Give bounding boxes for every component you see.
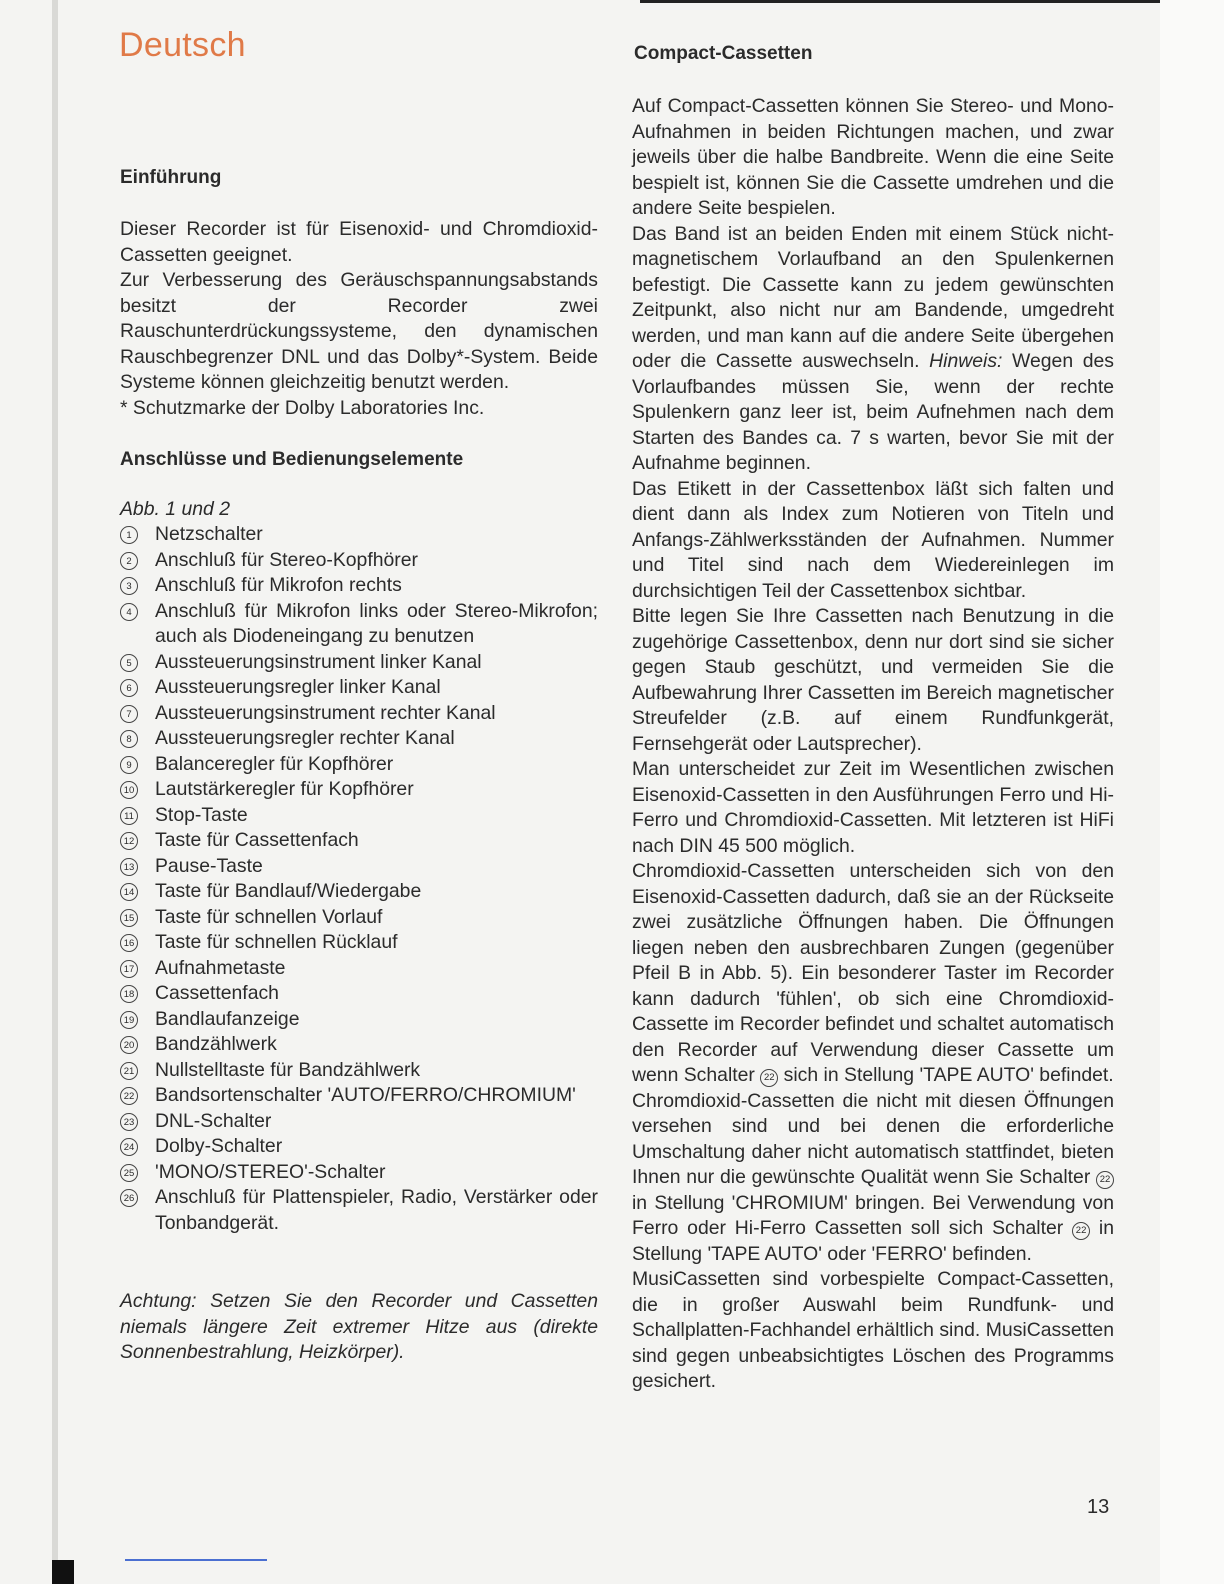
control-item xyxy=(120,522,598,548)
control-label: Lautstärkeregler für Kopfhörer xyxy=(155,778,414,800)
control-label: Dolby-Schalter xyxy=(155,1135,283,1157)
control-item xyxy=(120,1134,598,1160)
control-item xyxy=(120,854,598,880)
number-circle: 16 xyxy=(120,934,138,952)
number-circle: 2 xyxy=(120,552,138,570)
scan-mark xyxy=(52,1560,74,1584)
control-label: Taste für Cassettenfach xyxy=(155,829,359,851)
number-circle: 12 xyxy=(120,832,138,850)
control-item xyxy=(120,1007,598,1033)
control-label: Anschluß für Stereo-Kopfhörer xyxy=(155,548,418,571)
number-circle: 5 xyxy=(120,654,138,672)
control-label: Aussteuerungsregler linker Kanal xyxy=(155,676,441,698)
control-label: Aufnahmetaste xyxy=(155,956,286,979)
intro-title: Einführung xyxy=(120,167,222,188)
control-label: Balanceregler für Kopfhörer xyxy=(155,752,394,775)
control-item xyxy=(120,1058,598,1084)
text-span: Das Band ist an beiden Enden mit einem Stück nicht-magnetischem Vorlaufband an den Spulenkernen befestigt. Die Cassette kann zu jedem gewünschten Zeitpunkt, also nicht nur am Bandende, umgedreht werden, und man kann auf die andere Seite übergehen oder die Cassette auswechseln. xyxy=(632,222,1114,372)
cassettes-paragraph xyxy=(632,222,1114,477)
cassettes-paragraph: Auf Compact-Cassetten können Sie Stereo- und Mono-Aufnahmen in beiden Richtungen machen, und zwar jeweils über die halbe Bandbreite. Wenn die eine Seite bespielt ist, können Sie die Cassette umdrehen und die andere Seite bespielen. xyxy=(632,95,1114,219)
number-circle: 13 xyxy=(120,858,138,876)
switch-ref-circle: 22 xyxy=(760,1069,778,1087)
switch-ref-circle: 22 xyxy=(1096,1171,1114,1189)
number-circle: 11 xyxy=(120,807,138,825)
trademark-note: * Schutzmarke der Dolby Laboratories Inc. xyxy=(120,396,485,419)
cassettes-paragraph: Bitte legen Sie Ihre Cassetten nach Benutzung in die zugehörige Cassettenbox, denn nur dort sind sie sicher gegen Staub geschützt, und vermeiden Sie die Aufbewahrung Ihrer Cassetten im Bereich magnetischer Streufelder (z.B. auf einem Rundfunkgerät, Fernsehgerät oder Lautsprecher). xyxy=(632,605,1114,755)
control-item xyxy=(120,1185,598,1236)
controls-list xyxy=(120,522,598,1236)
text-span: Wegen des Vorlaufbandes müssen Sie, wenn der rechte Spulenkern ganz leer ist, beim Aufnehmen nach dem Starten des Bandes ca. 7 s warten, bevor Sie mit der Aufnahme beginnen. xyxy=(632,350,1114,474)
control-item xyxy=(120,1083,598,1109)
control-label: Taste für Bandlauf/Wiedergabe xyxy=(155,880,422,902)
control-label: DNL-Schalter xyxy=(155,1109,272,1132)
text-span: in Stellung 'TAPE AUTO' oder 'FERRO' befinden. xyxy=(632,1217,1115,1265)
cassettes-paragraph: Das Etikett in der Cassettenbox läßt sich falten und dient dann als Index zum Notieren von Titeln und Anfangs-Zählwerksständen der Aufnahmen. Nummer und Titel sind nach dem Wiedereinlegen im durchsichtigen Teil der Cassettenbox sichtbar. xyxy=(632,477,1114,602)
control-item xyxy=(120,828,598,854)
cassettes-paragraph: Man unterscheidet zur Zeit im Wesentlichen zwischen Eisenoxid-Cassetten in den Ausführungen Ferro und Hi-Ferro und Chromdioxid-Cassetten. Mit letzteren ist HiFi nach DIN 45 500 möglich. xyxy=(632,758,1114,857)
number-circle: 1 xyxy=(120,526,138,544)
number-circle: 18 xyxy=(120,985,138,1003)
control-label: Aussteuerungsregler rechter Kanal xyxy=(155,727,455,749)
control-item xyxy=(120,675,598,701)
control-item xyxy=(120,930,598,956)
control-item xyxy=(120,956,598,982)
control-item xyxy=(120,1109,598,1135)
control-item xyxy=(120,548,598,574)
number-circle: 19 xyxy=(120,1011,138,1029)
number-circle: 17 xyxy=(120,960,138,978)
text-span: sich in Stellung 'TAPE AUTO' befindet. xyxy=(783,1064,1114,1086)
control-item xyxy=(120,726,598,752)
number-circle: 20 xyxy=(120,1036,138,1054)
switch-ref-circle: 22 xyxy=(1072,1222,1090,1240)
number-circle: 9 xyxy=(120,756,138,774)
cassettes-paragraph xyxy=(632,859,1114,1089)
control-item xyxy=(120,599,598,650)
control-item xyxy=(120,573,598,599)
page-number: 13 xyxy=(1087,1496,1110,1518)
number-circle: 22 xyxy=(120,1087,138,1105)
scan-line xyxy=(125,1559,267,1561)
warning-note: Achtung: Setzen Sie den Recorder und Cassetten niemals längere Zeit extremer Hitze aus (direkte Sonnenbestrahlung, Heizkörper). xyxy=(120,1290,598,1363)
control-label: Aussteuerungsinstrument linker Kanal xyxy=(155,650,482,673)
control-item xyxy=(120,879,598,905)
cassettes-paragraph: MusiCassetten sind vorbespielte Compact-Cassetten, die in großer Auswahl beim Rundfunk- und Schallplatten-Fachhandel erhältlich sind. MusiCassetten sind gegen unbeabsichtigtes Löschen des Programms gesichert. xyxy=(632,1268,1114,1392)
binding-edge xyxy=(52,0,58,1584)
control-item xyxy=(120,650,598,676)
number-circle: 7 xyxy=(120,705,138,723)
control-label: Netzschalter xyxy=(155,523,263,545)
control-label: Anschluß für Mikrofon links oder Stereo-Mikrofon; auch als Diodeneingang zu benutzen xyxy=(155,599,598,647)
number-circle: 24 xyxy=(120,1138,138,1156)
number-circle: 25 xyxy=(120,1164,138,1182)
control-item xyxy=(120,752,598,778)
control-item xyxy=(120,905,598,931)
control-label: 'MONO/STEREO'-Schalter xyxy=(155,1160,386,1183)
hint-label: Hinweis: xyxy=(929,350,1003,372)
cassettes-paragraph xyxy=(632,1089,1114,1268)
figure-reference: Abb. 1 und 2 xyxy=(120,498,230,520)
control-item xyxy=(120,1160,598,1186)
number-circle: 3 xyxy=(120,577,138,595)
cassettes-text xyxy=(632,94,1114,1395)
control-label: Pause-Taste xyxy=(155,854,263,877)
control-label: Taste für schnellen Rücklauf xyxy=(155,931,398,953)
control-label: Taste für schnellen Vorlauf xyxy=(155,905,383,928)
number-circle: 26 xyxy=(120,1189,138,1207)
control-item xyxy=(120,1032,598,1058)
intro-paragraph: Zur Verbesserung des Geräuschspannungsabstands besitzt der Recorder zwei Rauschunterdrückungssysteme, den dynamischen Rauschbegrenzer DNL und das Dolby*-System. Beide Systeme können gleichzeitig benutzt werden. xyxy=(120,269,598,393)
control-label: Bandzählwerk xyxy=(155,1033,277,1055)
control-label: Nullstelltaste für Bandzählwerk xyxy=(155,1058,421,1081)
intro-paragraph: Dieser Recorder ist für Eisenoxid- und Chromdioxid-Cassetten geeignet. xyxy=(120,218,598,266)
text-span: Chromdioxid-Cassetten unterscheiden sich von den Eisenoxid-Cassetten dadurch, daß sie an der Rückseite zwei zusätzliche Öffnungen haben. Die Öffnungen liegen neben den ausbrechbaren Zungen (gegenüber Pfeil B in Abb. 5). Ein besonderer Taster im Recorder kann dadurch 'fühlen', ob sich eine Chromdioxid-Cassette im Recorder befindet und schaltet automatisch den Recorder auf Verwendung dieser Cassette um wenn Schalter xyxy=(632,860,1114,1086)
control-item xyxy=(120,803,598,829)
top-rule xyxy=(640,0,1160,3)
text-span: in Stellung 'CHROMIUM' bringen. Bei Verwendung von Ferro oder Hi-Ferro Cassetten soll sich Schalter xyxy=(632,1191,1114,1239)
intro-text xyxy=(120,217,598,421)
number-circle: 6 xyxy=(120,679,138,697)
number-circle: 4 xyxy=(120,603,138,621)
number-circle: 15 xyxy=(120,909,138,927)
control-label: Cassettenfach xyxy=(155,982,279,1004)
page-margin xyxy=(1160,0,1224,1584)
number-circle: 14 xyxy=(120,883,138,901)
control-item xyxy=(120,777,598,803)
connections-title: Anschlüsse und Bedienungselemente xyxy=(120,449,464,470)
number-circle: 23 xyxy=(120,1113,138,1131)
control-item xyxy=(120,981,598,1007)
control-label: Stop-Taste xyxy=(155,803,248,826)
number-circle: 21 xyxy=(120,1062,138,1080)
control-label: Bandlaufanzeige xyxy=(155,1007,300,1030)
number-circle: 10 xyxy=(120,781,138,799)
control-label: Bandsortenschalter 'AUTO/FERRO/CHROMIUM' xyxy=(155,1084,576,1106)
text-span: Chromdioxid-Cassetten die nicht mit diesen Öffnungen versehen sind und bei denen die erforderliche Umschaltung daher nicht automatisch stattfindet, bieten Ihnen nur die gewünschte Qualität wenn Sie Schalter xyxy=(632,1089,1114,1188)
control-label: Aussteuerungsinstrument rechter Kanal xyxy=(155,701,496,724)
control-label: Anschluß für Plattenspieler, Radio, Verstärker oder Tonbandgerät. xyxy=(155,1186,598,1234)
control-item xyxy=(120,701,598,727)
cassettes-title: Compact-Cassetten xyxy=(634,43,813,64)
number-circle: 8 xyxy=(120,730,138,748)
language-heading: Deutsch xyxy=(119,26,246,64)
control-label: Anschluß für Mikrofon rechts xyxy=(155,574,402,596)
